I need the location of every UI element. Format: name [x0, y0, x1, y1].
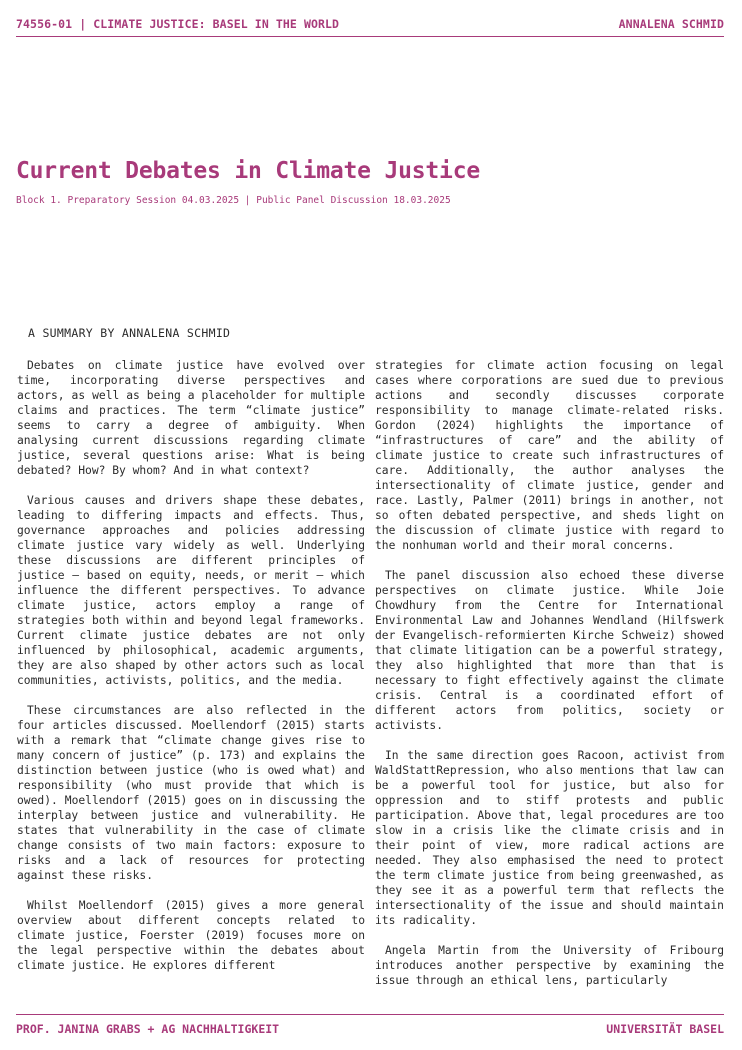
paragraph: Angela Martin from the University of Fribourg introduces another perspective by examining the issue through an ethical lens, particularly [375, 944, 724, 987]
page-title: Current Debates in Climate Justice [16, 158, 481, 184]
footer-university: UNIVERSITÄT BASEL [606, 1022, 724, 1036]
paragraph: In the same direction goes Racoon, activist from WaldStattRepression, who also mentions that law can be a powerful tool for justice, but also for oppression and to stiff protests and public participation. Above that, legal procedures are too slow in a crisis like the climate crisis and in their point of view, more radical actions are needed. They also emphasised the need to protect the term climate justice from being greenwashed, as they see it as a powerful term that reflects the intersectionality of the issue and should maintain its radicality. [375, 749, 724, 927]
footer-professor: PROF. JANINA GRABS + AG NACHHALTIGKEIT [16, 1022, 280, 1036]
paragraph: These circumstances are also reflected in the four articles discussed. Moellendorf (2015) starts with a remark that “climate change gives rise to many concern of justice” (p. 173) and explains the distinction between justice (who is owed what) and responsibility (who must provide that which is owed). Moellendorf (2015) goes on in discussing the interplay between justice and vulnerability. He states that vulnerability in the case of climate change consists of two main factors: exposure to risks and a lack of resources for protecting against these risks. [17, 704, 365, 882]
right-text-column [375, 358, 724, 988]
footer-divider [16, 1014, 724, 1015]
paragraph: The panel discussion also echoed these diverse perspectives on climate justice. While Joie Chowdhury from the Centre for International Environmental Law and Johannes Wendland (Hilfswerk der Evangelisch-reformierten Kirche Schweiz) showed that climate litigation can be a powerful strategy, they also highlighted that more than that is necessary to fight effectively against the climate crisis. Central is a coordinated effort of different actors from politics, society or activists. [375, 569, 724, 732]
paragraph: Whilst Moellendorf (2015) gives a more general overview about different concepts related to climate justice, Foerster (2019) focuses more on the legal perspective within the debates about climate justice. He explores different [17, 899, 365, 972]
page-footer [16, 1021, 724, 1037]
header-author: ANNALENA SCHMID [618, 17, 724, 31]
page-subtitle: Block 1. Preparatory Session 04.03.2025 | Public Panel Discussion 18.03.2025 [16, 195, 451, 206]
paragraph: Various causes and drivers shape these debates, leading to differing impacts and effects. Thus, governance approaches and policies addressing climate justice vary widely as well. Underlying these discussions are different principles of justice — based on equity, needs, or merit — which influence the different perspectives. To advance climate justice, actors employ a range of strategies both within and beyond legal frameworks. Current climate justice debates are not only influenced by philosophical, academic arguments, they are also shaped by other actors such as local communities, activists, politics, and the media. [17, 494, 365, 687]
paragraph: Debates on climate justice have evolved over time, incorporating diverse perspectives and actors, as well as being a placeholder for multiple claims and practices. The term “climate justice” seems to carry a degree of ambiguity. When analysing current discussions regarding climate justice, several questions arise: What is being debated? How? By whom? And in what context? [17, 359, 365, 477]
header-divider [16, 36, 724, 37]
left-text-column [17, 358, 365, 973]
paragraph-continued: strategies for climate action focusing on legal cases where corporations are sued due to previous actions and secondly discusses corporate responsibility to manage climate-related risks. Gordon (2024) highlights the importance of “infrastructures of care” and the ability of climate justice to create such infrastructures of care. Additionally, the author analyses the intersectionality of climate justice, gender and race. Lastly, Palmer (2011) brings in another, not so often debated perspective, and sheds light on the discussion of climate justice with regard to the nonhuman world and their moral concerns. [375, 359, 724, 552]
page-header [16, 14, 724, 34]
summary-byline: A SUMMARY BY ANNALENA SCHMID [28, 326, 231, 340]
header-course-label: 74556-01 | CLIMATE JUSTICE: BASEL IN THE WORLD [16, 17, 340, 31]
